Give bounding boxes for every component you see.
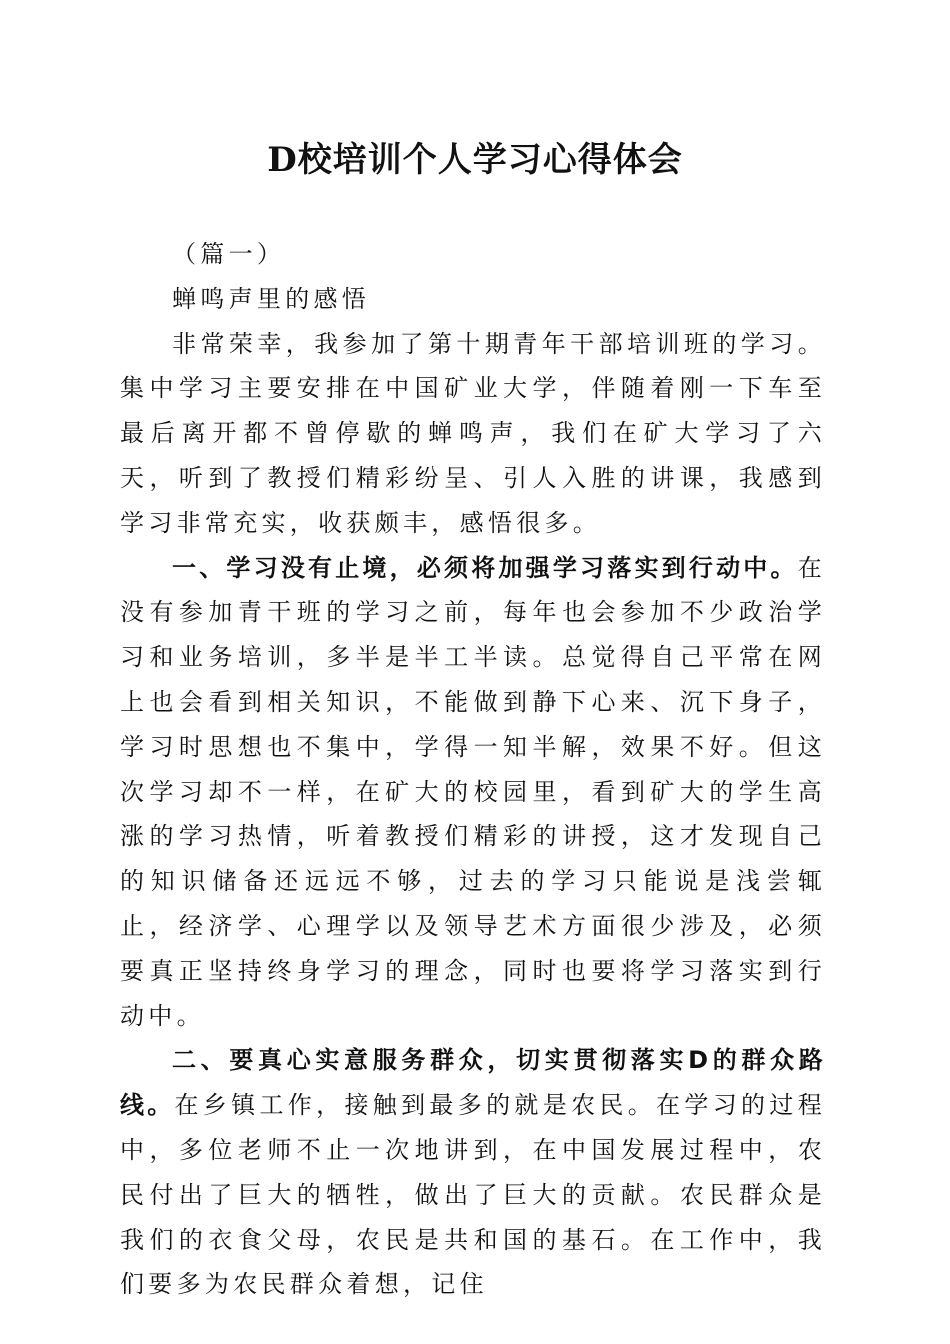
point-one-heading: 一、学习没有止境，必须将加强学习落实到行动中。 bbox=[172, 553, 798, 582]
section-subtitle: 蝉鸣声里的感悟 bbox=[172, 284, 371, 313]
paragraph-intro-text: 非常荣幸，我参加了第十期青年干部培训班的学习。集中学习主要安排在中国矿业大学，伴随着刚一下车至最后离开都不曾停歇的蝉鸣声，我们在矿大学习了六天，听到了教授们精彩纷呈、引人入胜的讲课，我感到学习非常充实，收获颇丰，感悟很多。 bbox=[120, 329, 826, 537]
point-two-text: 在乡镇工作，接触到最多的就是农民。在学习的过程中，多位老师不止一次地讲到，在中国发展过程中，农民付出了巨大的牺牲，做出了巨大的贡献。农民群众是我们的衣食父母，农民是共和国的基石。在工作中，我们要多为农民群众着想，记住 bbox=[120, 1091, 826, 1299]
document-title: D校培训个人学习心得体会 bbox=[267, 140, 683, 180]
point-one-text: 在没有参加青干班的学习之前，每年也会参加不少政治学习和业务培训，多半是半工半读。总觉得自己平常在网上也会看到相关知识，不能做到静下心来、沉下身子，学习时思想也不集中，学得一知半解，效果不好。但这次学习却不一样，在矿大的校园里，看到矿大的学生高涨的学习热情，听着教授们精彩的讲授，这才发现自己的知识储备还远远不够，过去的学习只能说是浅尝辄止，经济学、心理学以及领导艺术方面很少涉及，必须要真正坚持终身学习的理念，同时也要将学习落实到行动中。 bbox=[120, 553, 826, 1030]
chapter-label: （篇一） bbox=[172, 240, 286, 268]
point-two-heading: 二、要真心实意服务群众，切实贯彻落实D的群众路线。 bbox=[120, 1046, 826, 1120]
paragraph-point-two bbox=[120, 1038, 826, 1307]
document-body bbox=[120, 232, 826, 1307]
paragraph-point-one bbox=[120, 546, 826, 1039]
paragraph-intro bbox=[120, 322, 826, 546]
